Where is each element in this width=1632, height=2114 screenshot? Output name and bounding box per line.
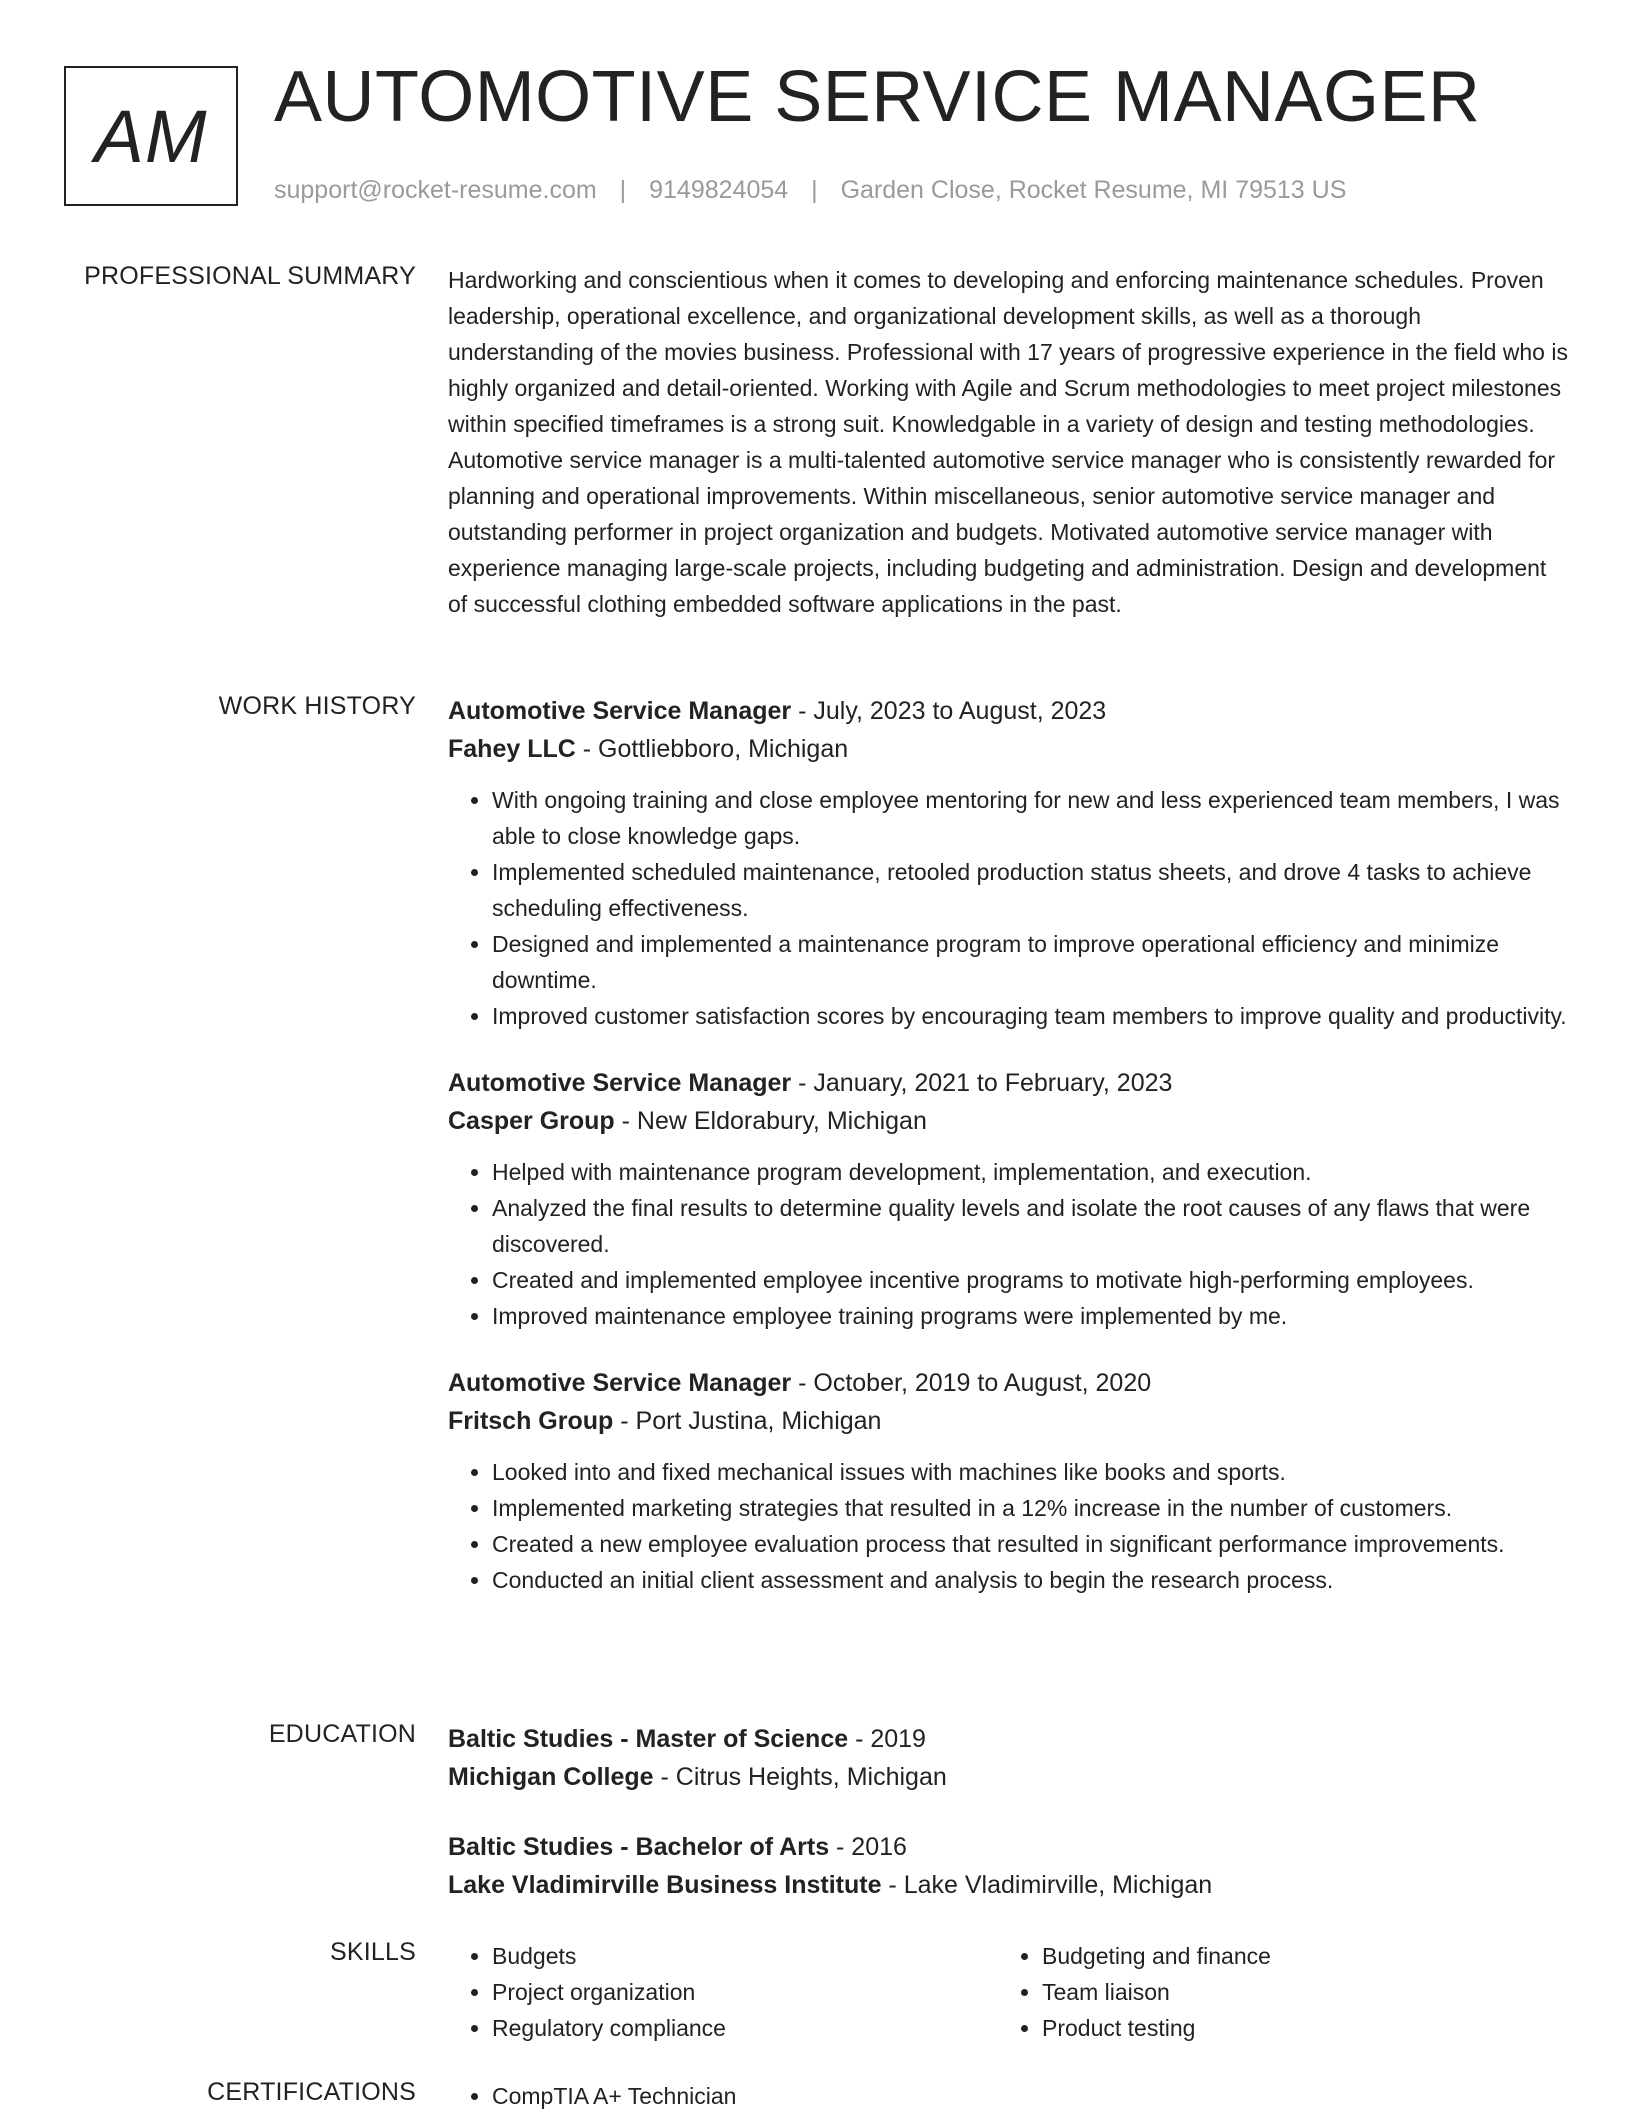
list-item: • Budgeting and finance	[1042, 1938, 1548, 1974]
list-item: • Implemented scheduled maintenance, retooled production status sheets, and drove 4 tasks to achieve scheduling effectiveness.	[492, 854, 1568, 926]
education-degree-line	[448, 1828, 1568, 1866]
summary-text: Hardworking and conscientious when it comes to developing and enforcing maintenance schedules. Proven leadership, operational excellence, and organizational development skills, as well as a thorough understanding of the movies business. Professional with 17 years of progressive experience in the field who is highly organized and detail-oriented. Working with Agile and Scrum methodologies to meet project milestones within specified timeframes is a strong suit. Knowledgable in a variety of design and testing methodologies. Automotive service manager is a multi-talented automotive service manager who is consistently rewarded for planning and operational improvements. Within miscellaneous, senior automotive service manager and outstanding performer in project organization and budgets. Motivated automotive service manager with experience managing large-scale projects, including budgeting and administration. Design and development of successful clothing embedded software applications in the past.	[448, 267, 1568, 617]
education-location: - Citrus Heights, Michigan	[653, 1763, 947, 1791]
monogram-box	[64, 66, 238, 206]
list-item: • Project organization	[492, 1974, 998, 2010]
job-company: Fahey LLC	[448, 735, 576, 763]
contact-line	[274, 176, 1346, 205]
section-label-work: WORK HISTORY	[218, 692, 416, 720]
certifications-body	[448, 2078, 1568, 2114]
list-item: • CompTIA A+ Technician	[492, 2078, 1568, 2114]
education-school: Lake Vladimirville Business Institute	[448, 1871, 882, 1899]
job-company: Fritsch Group	[448, 1407, 614, 1435]
list-item: • Looked into and fixed mechanical issues with machines like books and sports.	[492, 1454, 1568, 1490]
contact-address: Garden Close, Rocket Resume, MI 79513 US	[840, 176, 1347, 204]
education-degree: Baltic Studies - Master of Science	[448, 1725, 849, 1753]
education-body	[448, 1720, 1568, 1936]
job-company-line	[448, 1102, 1568, 1140]
job-company-line	[448, 1402, 1568, 1440]
job-dates: - July, 2023 to August, 2023	[791, 697, 1107, 725]
job-title-line	[448, 1364, 1568, 1402]
job-company: Casper Group	[448, 1107, 615, 1135]
list-item: • Implemented marketing strategies that resulted in a 12% increase in the number of customers.	[492, 1490, 1568, 1526]
contact-separator: |	[811, 176, 818, 204]
monogram-initials: AM	[94, 94, 208, 178]
education-degree: Baltic Studies - Bachelor of Arts	[448, 1833, 830, 1861]
section-label-summary: PROFESSIONAL SUMMARY	[84, 262, 416, 290]
list-item: • Helped with maintenance program development, implementation, and execution.	[492, 1154, 1568, 1190]
section-label-certifications: CERTIFICATIONS	[207, 2078, 416, 2106]
job-entry	[448, 1364, 1568, 1598]
education-school: Michigan College	[448, 1763, 654, 1791]
job-dates: - October, 2019 to August, 2020	[791, 1369, 1152, 1397]
list-item: • Improved maintenance employee training programs were implemented by me.	[492, 1298, 1568, 1334]
education-entry	[448, 1828, 1568, 1904]
job-title: Automotive Service Manager	[448, 1369, 792, 1397]
contact-separator: |	[619, 176, 627, 204]
contact-phone[interactable]: 9149824054	[649, 176, 789, 204]
certifications-list	[448, 2078, 1568, 2114]
list-item: • Designed and implemented a maintenance program to improve operational efficiency and minimize downtime.	[492, 926, 1568, 998]
job-bullets	[448, 1454, 1568, 1598]
job-dates: - January, 2021 to February, 2023	[791, 1069, 1173, 1097]
education-year: - 2019	[848, 1725, 926, 1753]
job-location: - Port Justina, Michigan	[613, 1407, 882, 1435]
job-bullets	[448, 782, 1568, 1034]
skills-grid	[448, 1938, 1568, 2046]
education-location: - Lake Vladimirville, Michigan	[881, 1871, 1213, 1899]
section-label-education: EDUCATION	[268, 1720, 416, 1748]
list-item: • Team liaison	[1042, 1974, 1548, 2010]
job-title-line	[448, 692, 1568, 730]
job-location: - New Eldorabury, Michigan	[614, 1107, 927, 1135]
skills-body	[448, 1938, 1568, 2046]
list-item: • Product testing	[1042, 2010, 1548, 2046]
list-item: • Conducted an initial client assessment and analysis to begin the research process.	[492, 1562, 1568, 1598]
list-item: • Created and implemented employee incentive programs to motivate high-performing employees.	[492, 1262, 1568, 1298]
job-entry	[448, 692, 1568, 1034]
work-body	[448, 692, 1568, 1628]
education-degree-line	[448, 1720, 1568, 1758]
job-title: Automotive Service Manager	[448, 1069, 792, 1097]
education-entry	[448, 1720, 1568, 1796]
skills-list-right	[998, 1938, 1548, 2046]
list-item: • Regulatory compliance	[492, 2010, 998, 2046]
skills-column-right	[998, 1938, 1548, 2046]
education-year: - 2016	[829, 1833, 907, 1861]
job-title: Automotive Service Manager	[448, 697, 792, 725]
education-school-line	[448, 1866, 1568, 1904]
candidate-name: AUTOMOTIVE SERVICE MANAGER	[274, 57, 1481, 137]
section-label-skills: SKILLS	[330, 1938, 416, 1966]
list-item: • Budgets	[492, 1938, 998, 1974]
job-bullets	[448, 1154, 1568, 1334]
education-school-line	[448, 1758, 1568, 1796]
job-location: - Gottliebboro, Michigan	[575, 735, 849, 763]
job-company-line	[448, 730, 1568, 768]
job-entry	[448, 1064, 1568, 1334]
list-item: • Created a new employee evaluation process that resulted in significant performance improvements.	[492, 1526, 1568, 1562]
list-item: • Analyzed the final results to determine quality levels and isolate the root causes of any flaws that were discovered.	[492, 1190, 1568, 1262]
summary-body	[448, 262, 1568, 622]
list-item: • Improved customer satisfaction scores by encouraging team members to improve quality and productivity.	[492, 998, 1568, 1034]
skills-column-left	[448, 1938, 998, 2046]
skills-list-left	[448, 1938, 998, 2046]
contact-email[interactable]: support@rocket-resume.com	[274, 176, 597, 204]
job-title-line	[448, 1064, 1568, 1102]
list-item: • With ongoing training and close employee mentoring for new and less experienced team members, I was able to close knowledge gaps.	[492, 782, 1568, 854]
